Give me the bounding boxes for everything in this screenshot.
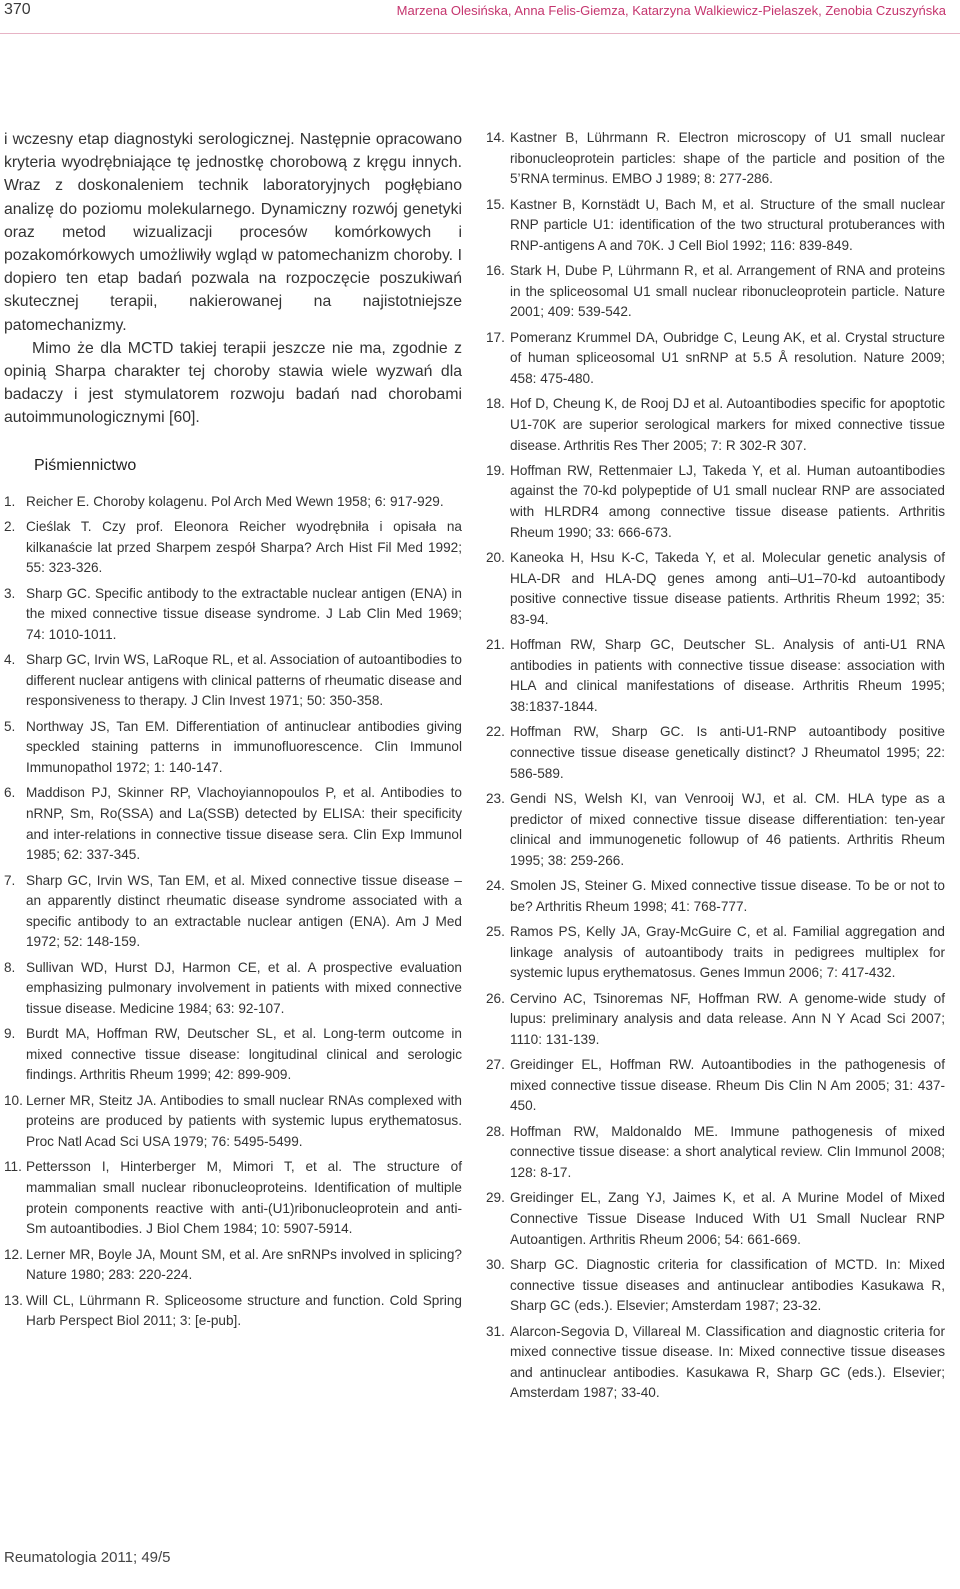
running-header-authors: Marzena Olesińska, Anna Felis-Giemza, Katarzyna Walkiewicz-Pielaszek, Zenobia Czuszyńska	[396, 3, 946, 18]
reference-number: 1.	[4, 493, 16, 509]
reference-text: Sharp GC. Specific antibody to the extractable nuclear antigen (ENA) in the mixed connective tissue disease syndrome. J Lab Clin Med 1969; 74: 1010-1011.	[26, 585, 462, 642]
references-list-right	[486, 128, 945, 1404]
right-column	[486, 128, 945, 1409]
reference-item	[486, 989, 945, 1051]
reference-number: 29.	[486, 1190, 505, 1206]
reference-item	[486, 1055, 945, 1117]
references-heading: Piśmiennictwo	[34, 456, 137, 474]
reference-text: Pomeranz Krummel DA, Oubridge C, Leung AK, et al. Crystal structure of human spliceosomal U1 snRNP at 5.5 Å resolution. Nature 2009; 458: 475-480.	[510, 329, 945, 386]
reference-text: Burdt MA, Hoffman RW, Deutscher SL, et al. Long-term outcome in mixed connective tissue disease: longitudinal clinical and serologic findings. Arthritis Rheum 1999; 42: 899-909.	[26, 1026, 462, 1083]
journal-footer: Reumatologia 2011; 49/5	[4, 1549, 171, 1566]
reference-text: Reicher E. Choroby kolagenu. Pol Arch Med Wewn 1958; 6: 917-929.	[26, 493, 444, 509]
reference-text: Lerner MR, Boyle JA, Mount SM, et al. Are snRNPs involved in splicing? Nature 1980; 283: 220-224.	[26, 1246, 462, 1283]
reference-text: Sharp GC. Diagnostic criteria for classification of MCTD. In: Mixed connective tissue diseases and antinuclear antibodies Kasukawa R, Sharp GC (eds.). Elsevier; Amsterdam 1987; 23-32.	[510, 1257, 945, 1314]
body-paragraph: i wczesny etap diagnostyki serologicznej. Następnie opracowano kryteria wyodrębniające tę jednostkę chorobową z kręgu innych. Wraz z doskonaleniem technik laboratoryjnych pogłębiano analizę do poziomu molekularnego. Dynamiczny rozwój genetyki oraz metod wizualizacji procesów komórkowych i pozakomórkowych umożliwiły wgląd w patomechanizm choroby. I dopiero ten etap badań pozwala na rozpoczęcie poszukiwań skutecznej terapii, nakierowanej na najistotniejsze patomechanizmy.	[4, 131, 462, 334]
reference-number: 25.	[486, 924, 505, 940]
reference-item	[486, 548, 945, 630]
reference-item	[4, 783, 462, 865]
reference-item	[4, 584, 462, 646]
body-paragraph: Mimo że dla MCTD takiej terapii jeszcze nie ma, zgodnie z opinią Sharpa charakter tej choroby stawia wiele wyzwań dla badaczy i jest stymulatorem rozwoju badań nad chorobami autoimmunologicznymi [60].	[4, 339, 462, 427]
reference-text: Will CL, Lührmann R. Spliceosome structure and function. Cold Spring Harb Perspect Biol 2011; 3: [e-pub].	[26, 1292, 462, 1329]
reference-item	[4, 492, 462, 513]
reference-text: Cervino AC, Tsinoremas NF, Hoffman RW. A genome-wide study of lupus: preliminary analysis and data release. Ann N Y Acad Sci 2007; 1110: 131-139.	[510, 990, 945, 1047]
references-list-left	[4, 492, 462, 1332]
reference-number: 10.	[4, 1092, 23, 1108]
reference-item	[4, 958, 462, 1020]
reference-number: 6.	[4, 785, 16, 801]
running-header	[0, 0, 960, 28]
reference-number: 11.	[4, 1159, 22, 1175]
reference-text: Sharp GC, Irvin WS, Tan EM, et al. Mixed connective tissue disease – an apparently distinct rheumatic disease syndrome associated with a specific antibody to an extractable nuclear antigen (ENA). Am J Med 1972; 52: 148-159.	[26, 872, 462, 950]
reference-number: 15.	[486, 196, 505, 212]
reference-item	[486, 128, 945, 190]
reference-item	[4, 871, 462, 953]
reference-text: Maddison PJ, Skinner RP, Vlachoyiannopoulos P, et al. Antibodies to nRNP, Sm, Ro(SSA) and La(SSB) detected by ELISA: their specificity and inter-relations in connective tissue disease sera. Clin Exp Immunol 1985; 62: 337-345.	[26, 785, 462, 863]
reference-item	[486, 876, 945, 917]
reference-number: 28.	[486, 1123, 505, 1139]
reference-item	[486, 461, 945, 543]
reference-number: 12.	[4, 1246, 23, 1262]
reference-text: Alarcon-Segovia D, Villareal M. Classification and diagnostic criteria for mixed connective tissue disease. In: Mixed connective tissue diseases and antinuclear antibodies. Kasukawa R, Sharp GC (eds.). Elsevier; Amsterdam 1987; 33-40.	[510, 1323, 945, 1401]
reference-text: Stark H, Dube P, Lührmann R, et al. Arrangement of RNA and proteins in the spliceosomal U1 small nuclear ribonucleoprotein particle. Nature 2001; 409: 539-542.	[510, 263, 945, 320]
reference-number: 13.	[4, 1292, 23, 1308]
reference-number: 27.	[486, 1057, 505, 1073]
reference-item	[4, 1245, 462, 1286]
reference-text: Sharp GC, Irvin WS, LaRoque RL, et al. Association of autoantibodies to different nuclear antigens with clinical patterns of rheumatic disease and responsiveness to therapy. J Clin Invest 1971; 50: 350-358.	[26, 652, 462, 709]
reference-text: Hoffman RW, Sharp GC. Is anti-U1-RNP autoantibody positive connective tissue disease genetically distinct? J Rheumatol 1995; 22: 586-589.	[510, 724, 945, 781]
reference-item	[4, 650, 462, 712]
reference-number: 31.	[486, 1323, 505, 1339]
reference-number: 17.	[486, 329, 505, 345]
reference-text: Kaneoka H, Hsu K-C, Takeda Y, et al. Molecular genetic analysis of HLA-DR and HLA-DQ genes among anti–U1–70-kd autoantibody positive connective tissue disease patients. Arthritis Rheum 1992; 35: 83-94.	[510, 550, 945, 627]
body-text	[4, 128, 462, 430]
reference-item	[486, 922, 945, 984]
reference-item	[486, 635, 945, 717]
reference-number: 3.	[4, 585, 16, 601]
reference-item	[486, 1122, 945, 1184]
left-column	[4, 128, 462, 1337]
reference-number: 16.	[486, 263, 505, 279]
reference-number: 7.	[4, 872, 16, 888]
reference-text: Gendi NS, Welsh KI, van Venrooij WJ, et al. CM. HLA type as a predictor of mixed connective tissue disease differentiation: ten-year clinical and immunogenetic followup of 46 patients. Arthritis Rheum 1995; 38: 259-266.	[510, 790, 945, 868]
page-number: 370	[4, 1, 31, 18]
reference-text: Greidinger EL, Hoffman RW. Autoantibodies in the pathogenesis of mixed connective tissue disease. Rheum Dis Clin N Am 2005; 31: 437-450.	[510, 1057, 945, 1114]
reference-item	[486, 789, 945, 871]
reference-text: Ramos PS, Kelly JA, Gray-McGuire C, et al. Familial aggregation and linkage analysis of autoantibody traits in pedigrees multiplex for systemic lupus erythematosus. Genes Immun 2006; 7: 417-432.	[510, 924, 945, 981]
reference-number: 21.	[486, 637, 505, 653]
reference-number: 26.	[486, 990, 505, 1006]
reference-number: 22.	[486, 724, 505, 740]
reference-text: Hoffman RW, Sharp GC, Deutscher SL. Analysis of anti-U1 RNA antibodies in patients with connective tissue disease: association with HLA and clinical manifestations of disease. Arthritis Rheum 1995; 38:1837-1844.	[510, 637, 945, 715]
reference-item	[486, 722, 945, 784]
reference-text: Northway JS, Tan EM. Differentiation of antinuclear antibodies giving speckled staining patterns in immunofluorescence. Clin Immunol Immunopathol 1972; 1: 140-147.	[26, 718, 462, 775]
reference-text: Cieślak T. Czy prof. Eleonora Reicher wyodrębniła i opisała na kilkanaście lat przed Sharpem zespół Sharpa? Arch Hist Fil Med 1992; 55: 323-326.	[26, 519, 462, 576]
reference-number: 18.	[486, 396, 505, 412]
reference-text: Lerner MR, Steitz JA. Antibodies to small nuclear RNAs complexed with proteins are produced by patients with systemic lupus erythematosus. Proc Natl Acad Sci USA 1979; 76: 5495-5499.	[26, 1092, 462, 1150]
reference-number: 14.	[486, 130, 505, 145]
reference-item	[4, 517, 462, 579]
reference-number: 23.	[486, 790, 505, 806]
reference-item	[4, 1091, 462, 1153]
reference-text: Sullivan WD, Hurst DJ, Harmon CE, et al. A prospective evaluation emphasizing pulmonary involvement in patients with mixed connective tissue disease. Medicine 1984; 63: 92-107.	[26, 959, 462, 1016]
reference-item	[486, 394, 945, 456]
reference-number: 20.	[486, 550, 505, 566]
reference-number: 2.	[4, 519, 16, 535]
reference-number: 5.	[4, 718, 16, 734]
reference-number: 8.	[4, 959, 16, 975]
reference-item	[486, 328, 945, 390]
reference-item	[486, 261, 945, 323]
reference-item	[486, 1255, 945, 1317]
reference-item	[486, 1188, 945, 1250]
reference-text: Hof D, Cheung K, de Rooj DJ et al. Autoantibodies specific for apoptotic U1-70K are superior serological markers for mixed connective tissue disease. Arthritis Res Ther 2005; 7: R 302-R 307.	[510, 396, 945, 453]
reference-item	[4, 717, 462, 779]
reference-text: Kastner B, Lührmann R. Electron microscopy of U1 small nuclear ribonucleoprotein particles: shape of the particle and position of the 5’RNA terminus. EMBO J 1989; 8: 277-286.	[510, 130, 945, 187]
reference-text: Greidinger EL, Zang YJ, Jaimes K, et al. A Murine Model of Mixed Connective Tissue Disease Induced With U1 Small Nuclear RNP Autoantigen. Arthritis Rheum 2006; 54: 661-669.	[510, 1190, 945, 1247]
reference-number: 19.	[486, 462, 505, 478]
reference-number: 24.	[486, 878, 505, 894]
reference-text: Smolen JS, Steiner G. Mixed connective tissue disease. To be or not to be? Arthritis Rheum 1998; 41: 768-777.	[510, 878, 945, 914]
reference-number: 4.	[4, 652, 16, 668]
reference-item	[4, 1291, 462, 1332]
reference-item	[486, 195, 945, 257]
reference-number: 9.	[4, 1026, 16, 1042]
reference-number: 30.	[486, 1257, 505, 1273]
reference-text: Hoffman RW, Rettenmaier LJ, Takeda Y, et al. Human autoantibodies against the 70-kd polypeptide of U1 small nuclear RNP are associated with HLRDR4 among connective tissue disease patients. Arthritis Rheum 1990; 33: 666-673.	[510, 462, 945, 540]
reference-text: Pettersson I, Hinterberger M, Mimori T, et al. The structure of mammalian small nuclear ribonucleoproteins. Identification of multiple protein components reactive with anti-(U1)ribonucleoprotein and anti-Sm autoantibodies. J Biol Chem 1984; 10: 5907-5914.	[26, 1159, 462, 1237]
reference-text: Hoffman RW, Maldonaldo ME. Immune pathogenesis of mixed connective tissue disease: a short analytical review. Clin Immunol 2008; 128: 8-17.	[510, 1123, 945, 1181]
reference-item	[4, 1157, 462, 1239]
header-rule	[0, 33, 960, 34]
reference-item	[486, 1322, 945, 1404]
reference-item	[4, 1024, 462, 1086]
reference-text: Kastner B, Kornstädt U, Bach M, et al. Structure of the small nuclear RNP particle U1: identification of the two structural protuberances with RNP-antigens A and 70K. J Cell Biol 1992; 116: 839-849.	[510, 196, 945, 253]
